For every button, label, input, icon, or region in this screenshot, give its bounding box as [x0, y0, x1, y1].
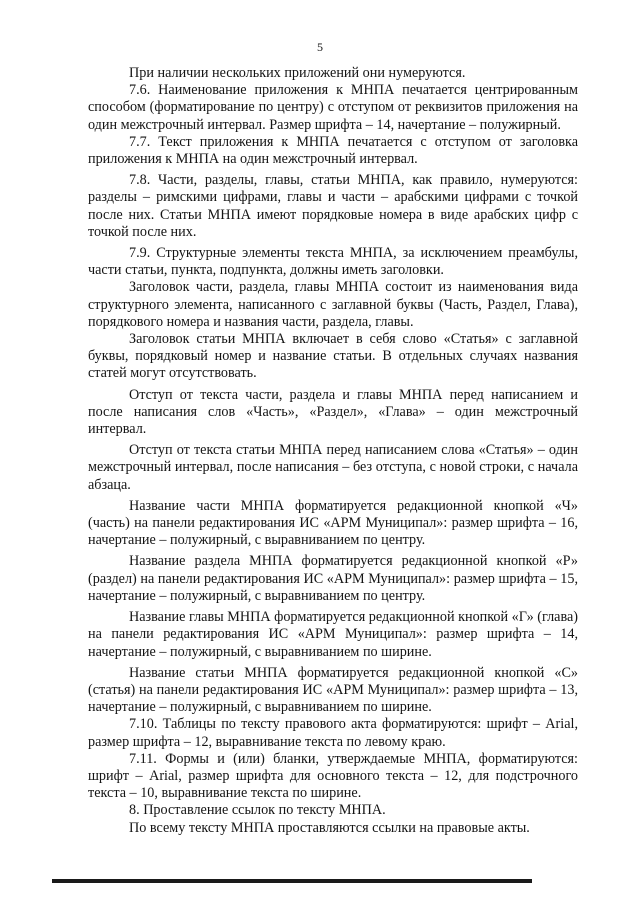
paragraph-3: 7.8. Части, разделы, главы, статьи МНПА, как правило, нумеруются: разделы – римскими цифрами, главы и части – арабскими цифрами с точкой после них. Статьи МНПА имеют порядковые номера в виде арабских цифр с точкой после них.: [88, 172, 578, 240]
paragraph-9: Название части МНПА форматируется редакционной кнопкой «Ч» (часть) на панели редактирования ИС «АРМ Муниципал»: размер шрифта – 16, начертание – полужирный, с выравниванием по центру.: [88, 497, 578, 549]
paragraph-8: Отступ от текста статьи МНПА перед написанием слова «Статья» – один межстрочный интервал, после написания – без отступа, с новой строки, с начала абзаца.: [88, 442, 578, 493]
paragraph-13: 7.10. Таблицы по тексту правового акта форматируются: шрифт – Arial, размер шрифта – 12, выравнивание текста по левому краю.: [88, 716, 578, 750]
paragraph-1: 7.6. Наименование приложения к МНПА печатается центрированным способом (форматирование по центру) с отступом от реквизитов приложения на один межстрочный интервал. Размер шрифта – 14, начертание – полужирный.: [88, 82, 578, 133]
page-number: 5: [317, 40, 323, 54]
paragraph-14: 7.11. Формы и (или) бланки, утверждаемые МНПА, форматируются: шрифт – Arial, размер шрифта для основного текста – 12, для подстрочного текста – 10, выравнивание текста по ширине.: [88, 750, 578, 802]
bottom-rule: [52, 879, 532, 883]
paragraph-4: 7.9. Структурные элементы текста МНПА, за исключением преамбулы, части статьи, пункта, подпункта, должны иметь заголовки.: [88, 245, 578, 279]
paragraph-10: Название раздела МНПА форматируется редакционной кнопкой «Р» (раздел) на панели редактирования ИС «АРМ Муниципал»: размер шрифта – 15, начертание – полужирный, с выравниванием по центру.: [88, 553, 578, 604]
paragraph-11: Название главы МНПА форматируется редакционной кнопкой «Г» (глава) на панели редактирования ИС «АРМ Муниципал»: размер шрифта – 14, начертание – полужирный, с выравниванием по ширине.: [88, 609, 578, 660]
document-body: [88, 65, 578, 837]
paragraph-6: Заголовок статьи МНПА включает в себя слово «Статья» с заглавной буквы, порядковый номер и название статьи. В отдельных случаях названия статей могут отсутствовать.: [88, 331, 578, 382]
paragraph-2: 7.7. Текст приложения к МНПА печатается с отступом от заголовка приложения к МНПА на один межстрочный интервал.: [88, 133, 578, 168]
paragraph-15: 8. Проставление ссылок по тексту МНПА.: [129, 802, 386, 819]
paragraph-0: При наличии нескольких приложений они нумеруются.: [129, 65, 466, 81]
paragraph-7: Отступ от текста части, раздела и главы МНПА перед написанием и после написания слов «Часть», «Раздел», «Глава» – один межстрочный интервал.: [88, 386, 578, 438]
paragraph-5: Заголовок части, раздела, главы МНПА состоит из наименования вида структурного элемента, написанного с заглавной буквы (Часть, Раздел, Глава), порядкового номера и названия части, раздела, главы.: [88, 279, 578, 330]
paragraph-16: По всему тексту МНПА проставляются ссылки на правовые акты.: [129, 819, 530, 836]
paragraph-12: Название статьи МНПА форматируется редакционной кнопкой «С» (статья) на панели редактирования ИС «АРМ Муниципал»: размер шрифта – 13, начертание – полужирный, с выравниванием по ширине.: [88, 664, 578, 716]
